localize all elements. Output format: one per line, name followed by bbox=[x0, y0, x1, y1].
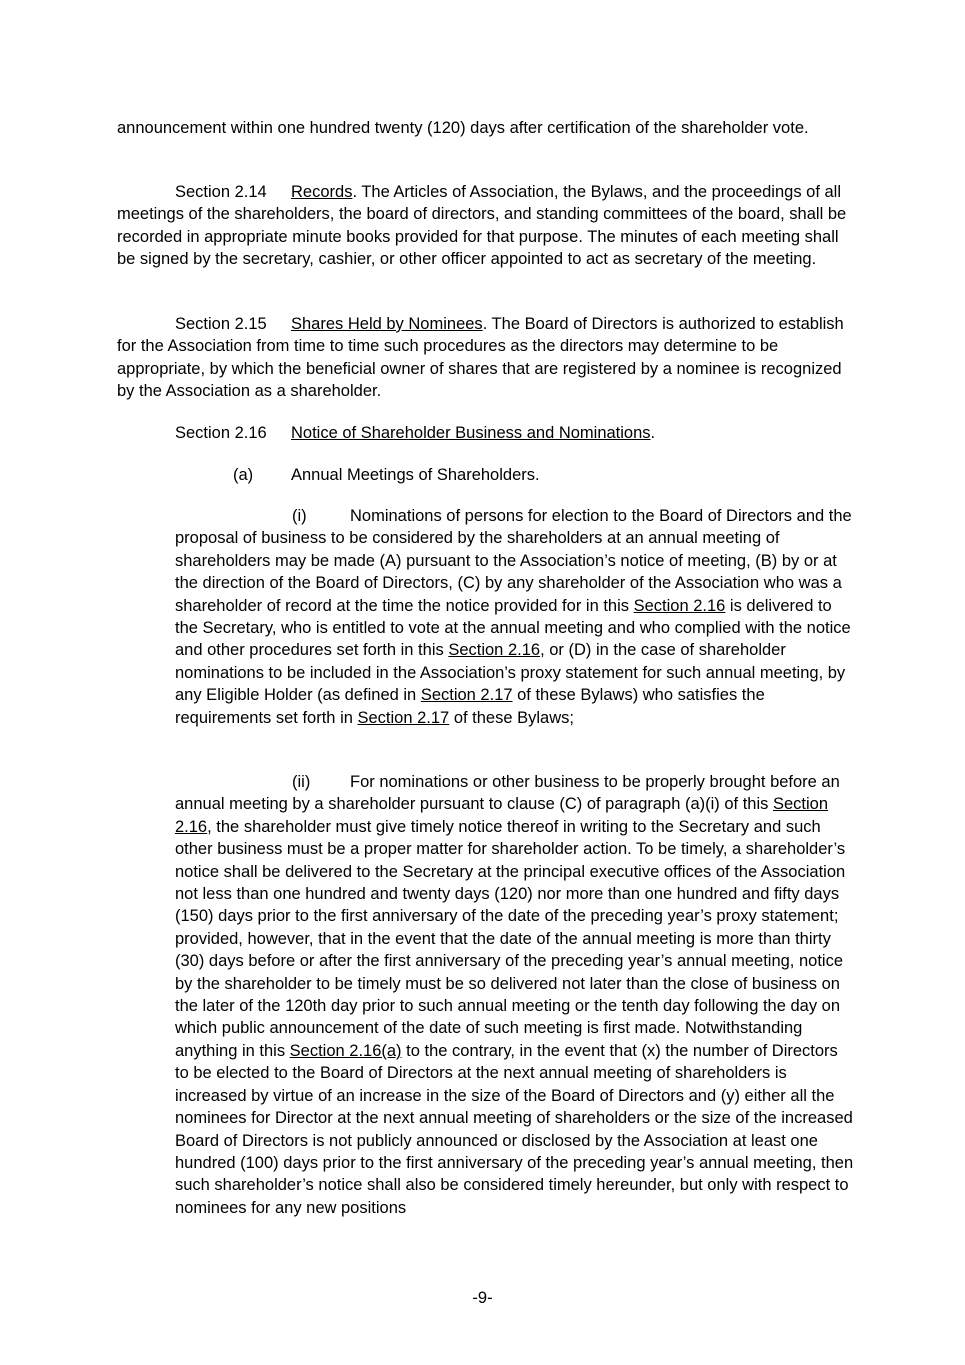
clause-i-ref-section-2-16: Section 2.16 bbox=[633, 596, 726, 615]
section-2-14-number: Section 2.14 bbox=[175, 183, 267, 201]
clause-i-paragraph bbox=[175, 505, 855, 729]
section-2-16-heading bbox=[175, 422, 855, 444]
carryover-text: announcement within one hundred twenty (120) days after certification of the shareholder vote. bbox=[117, 119, 809, 137]
subsection-a-title: Annual Meetings of Shareholders. bbox=[291, 466, 540, 484]
clause-ii-paragraph bbox=[175, 771, 855, 1219]
subsection-a-heading bbox=[233, 464, 853, 486]
clause-i-label-wrap bbox=[175, 505, 350, 527]
page-number: -9- bbox=[472, 1289, 493, 1307]
clause-ii-text-1: For nominations or other business to be properly brought before an annual meeting by a shareholder pursuant to clause (C) of paragraph (a)(i) of this bbox=[175, 773, 840, 814]
section-2-16-title: Notice of Shareholder Business and Nominations bbox=[291, 424, 651, 442]
section-2-15-number: Section 2.15 bbox=[175, 315, 267, 333]
clause-ii-text-3: to the contrary, in the event that (x) the number of Directors to be elected to the Board of Directors at the next annual meeting of shareholders is increased by virtue of an increase in the size of the Board of Directors and (y) either all the nominees for Director at the next annual meeting of shareholders or the size of the increased Board of Directors is not publicly announced or disclosed by the Association at least one hundred (100) days prior to the first anniversary of the preceding year’s annual meeting, then such shareholder’s notice shall also be considered timely hereunder, but only with respect to nominees for any new positions bbox=[175, 1041, 854, 1217]
section-2-15-number-wrap bbox=[117, 313, 291, 335]
section-2-14-number-wrap bbox=[117, 181, 291, 203]
clause-i-text-1: Nominations of persons for election to the Board of Directors and the proposal of business to be considered by the shareholders at an annual meeting of shareholders may be made (A) pursuant to the Association’s notice of meeting, (B) by or at the direction of the Board of Directors, (C) by any shareholder of the Association who was a shareholder of record at the time the notice provided for in this bbox=[175, 507, 852, 615]
carryover-paragraph bbox=[117, 117, 852, 139]
clause-ii-label-wrap bbox=[175, 771, 350, 793]
section-2-16-title-end: . bbox=[650, 424, 656, 442]
section-2-16-number: Section 2.16 bbox=[175, 424, 267, 442]
clause-ii-label: (ii) bbox=[292, 773, 311, 791]
clause-i-text-2: is delivered to the Secretary, who is entitled to vote at the annual meeting and who complied with the notice and other procedures set forth in this bbox=[175, 596, 851, 660]
clause-ii-ref-section-2-16a: Section 2.16(a) bbox=[289, 1041, 402, 1060]
clause-i-ref-section-2-17-second: Section 2.17 bbox=[357, 708, 450, 727]
section-2-15-body: . The Board of Directors is authorized to establish for the Association from time to time such procedures as the directors may determine to be appropriate, by which the beneficial owner of shares that are registered by a nominee is recognized by the Association as a shareholder. bbox=[117, 315, 844, 401]
section-2-15-paragraph bbox=[117, 313, 852, 403]
section-2-14-paragraph bbox=[117, 181, 852, 271]
section-2-14-body: . The Articles of Association, the Bylaws, and the proceedings of all meetings of the shareholders, the board of directors, and standing committees of the board, shall be recorded in appropriate minute books provided for that purpose. The minutes of each meeting shall be signed by the secretary, cashier, or other officer appointed to act as secretary of the meeting. bbox=[117, 183, 847, 269]
clause-ii-ref-section-2-16: Section 2.16 bbox=[175, 795, 829, 836]
clause-i-ref-section-2-17: Section 2.17 bbox=[420, 686, 513, 705]
clause-ii-text-2: , the shareholder must give timely notice thereof in writing to the Secretary and such other business must be a proper matter for shareholder action. To be timely, a shareholder’s notice shall be delivered to the Secretary at the principal executive offices of the Association not less than one hundred and twenty days (120) nor more than one hundred and fifty days (150) days prior to the first anniversary of the date of the preceding year’s proxy statement; provided, however, that in the event that the date of the annual meeting is more than thirty (30) days before or after the first anniversary of the preceding year’s annual meeting, notice by the shareholder to be timely must be so delivered not later than the close of business on the later of the 120th day prior to such annual meeting or the tenth day following the day on which public announcement of the date of such meeting is first made. Notwithstanding anything in this bbox=[175, 817, 846, 1060]
section-2-14-title: Records bbox=[291, 183, 353, 201]
section-2-15-title: Shares Held by Nominees bbox=[291, 315, 483, 333]
clause-i-text-5: of these Bylaws; bbox=[449, 708, 574, 727]
clause-i-ref-section-2-16-second: Section 2.16 bbox=[448, 641, 541, 660]
clause-i-text-4: of these Bylaws) who satisfies the requirements set forth in bbox=[175, 686, 765, 727]
clause-i-text-3: , or (D) in the case of shareholder nominations to be included in the Association’s proxy statement for such annual meeting, by any Eligible Holder (as defined in bbox=[175, 641, 846, 705]
clause-i-label: (i) bbox=[292, 507, 307, 525]
subsection-a-label: (a) bbox=[233, 466, 254, 484]
